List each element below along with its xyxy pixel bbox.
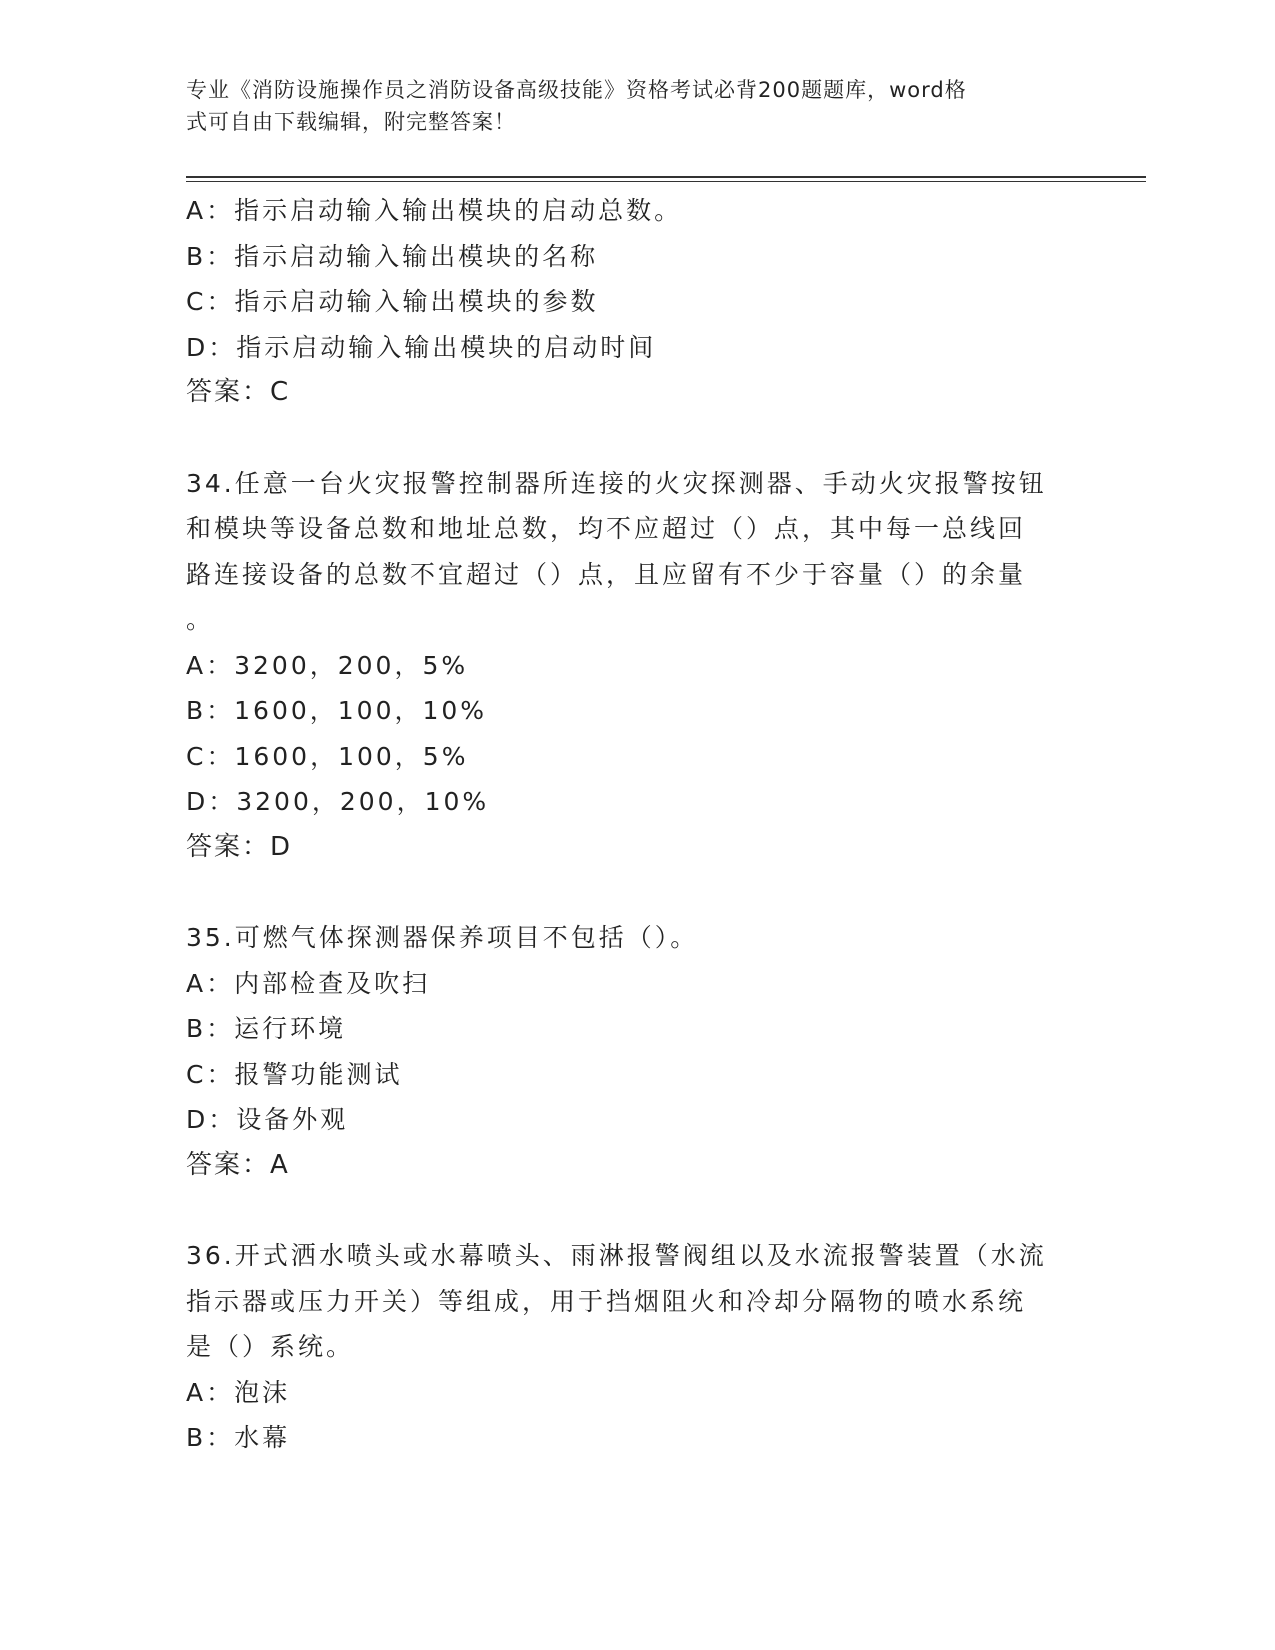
answer: 答案：A xyxy=(186,1149,290,1180)
question-stem-line: 是（）系统。 xyxy=(186,1332,355,1361)
header-divider-thick xyxy=(186,176,1146,178)
option-d: D：设备外观 xyxy=(186,1105,349,1134)
option-a: A：3200，200，5% xyxy=(186,650,469,680)
option-b: B：水幕 xyxy=(186,1423,291,1452)
spacer xyxy=(186,416,1066,461)
question-stem-line: 和模块等设备总数和地址总数，均不应超过（）点，其中每一总线回 xyxy=(186,514,1027,543)
question-stem-line: 路连接设备的总数不宜超过（）点，且应留有不少于容量（）的余量 xyxy=(186,559,1027,589)
document-header xyxy=(186,74,1066,138)
question-36 xyxy=(186,1233,1066,1461)
spacer xyxy=(186,870,1066,915)
option-d: D：3200，200，10% xyxy=(186,787,490,816)
header-line-2: 式可自由下载编辑，附完整答案！ xyxy=(186,110,516,134)
question-stem-line: 35.可燃气体探测器保养项目不包括（）。 xyxy=(186,923,699,952)
option-b: B：运行环境 xyxy=(186,1014,347,1043)
option-c: C：指示启动输入输出模块的参数 xyxy=(186,287,599,316)
answer: 答案：C xyxy=(186,377,291,407)
option-a: A：指示启动输入输出模块的启动总数。 xyxy=(186,196,683,225)
question-stem-line: 34.任意一台火灾报警控制器所连接的火灾探测器、手动火灾报警按钮 xyxy=(186,468,1047,498)
question-list xyxy=(186,188,1066,1461)
spacer xyxy=(186,1188,1066,1233)
header-divider-thin xyxy=(186,181,1146,182)
question-stem-line: 36.开式洒水喷头或水幕喷头、雨淋报警阀组以及水流报警装置（水流 xyxy=(186,1241,1047,1270)
option-b: B：1600，100，10% xyxy=(186,696,488,725)
option-c: C：1600，100，5% xyxy=(186,741,469,771)
option-a: A：泡沫 xyxy=(186,1377,291,1407)
question-stem-line: 。 xyxy=(186,605,215,634)
option-a: A：内部检查及吹扫 xyxy=(186,968,431,998)
question-35 xyxy=(186,915,1066,1188)
option-c: C：报警功能测试 xyxy=(186,1059,403,1089)
question-stem-line: 指示器或压力开关）等组成，用于挡烟阻火和冷却分隔物的喷水系统 xyxy=(186,1286,1027,1316)
option-b: B：指示启动输入输出模块的名称 xyxy=(186,241,599,271)
answer: 答案：D xyxy=(186,831,293,862)
option-d: D：指示启动输入输出模块的启动时间 xyxy=(186,332,657,362)
header-line-1: 专业《消防设施操作员之消防设备高级技能》资格考试必背200题题库，word格 xyxy=(186,78,967,102)
question-33 xyxy=(186,188,1066,416)
question-34 xyxy=(186,461,1066,871)
